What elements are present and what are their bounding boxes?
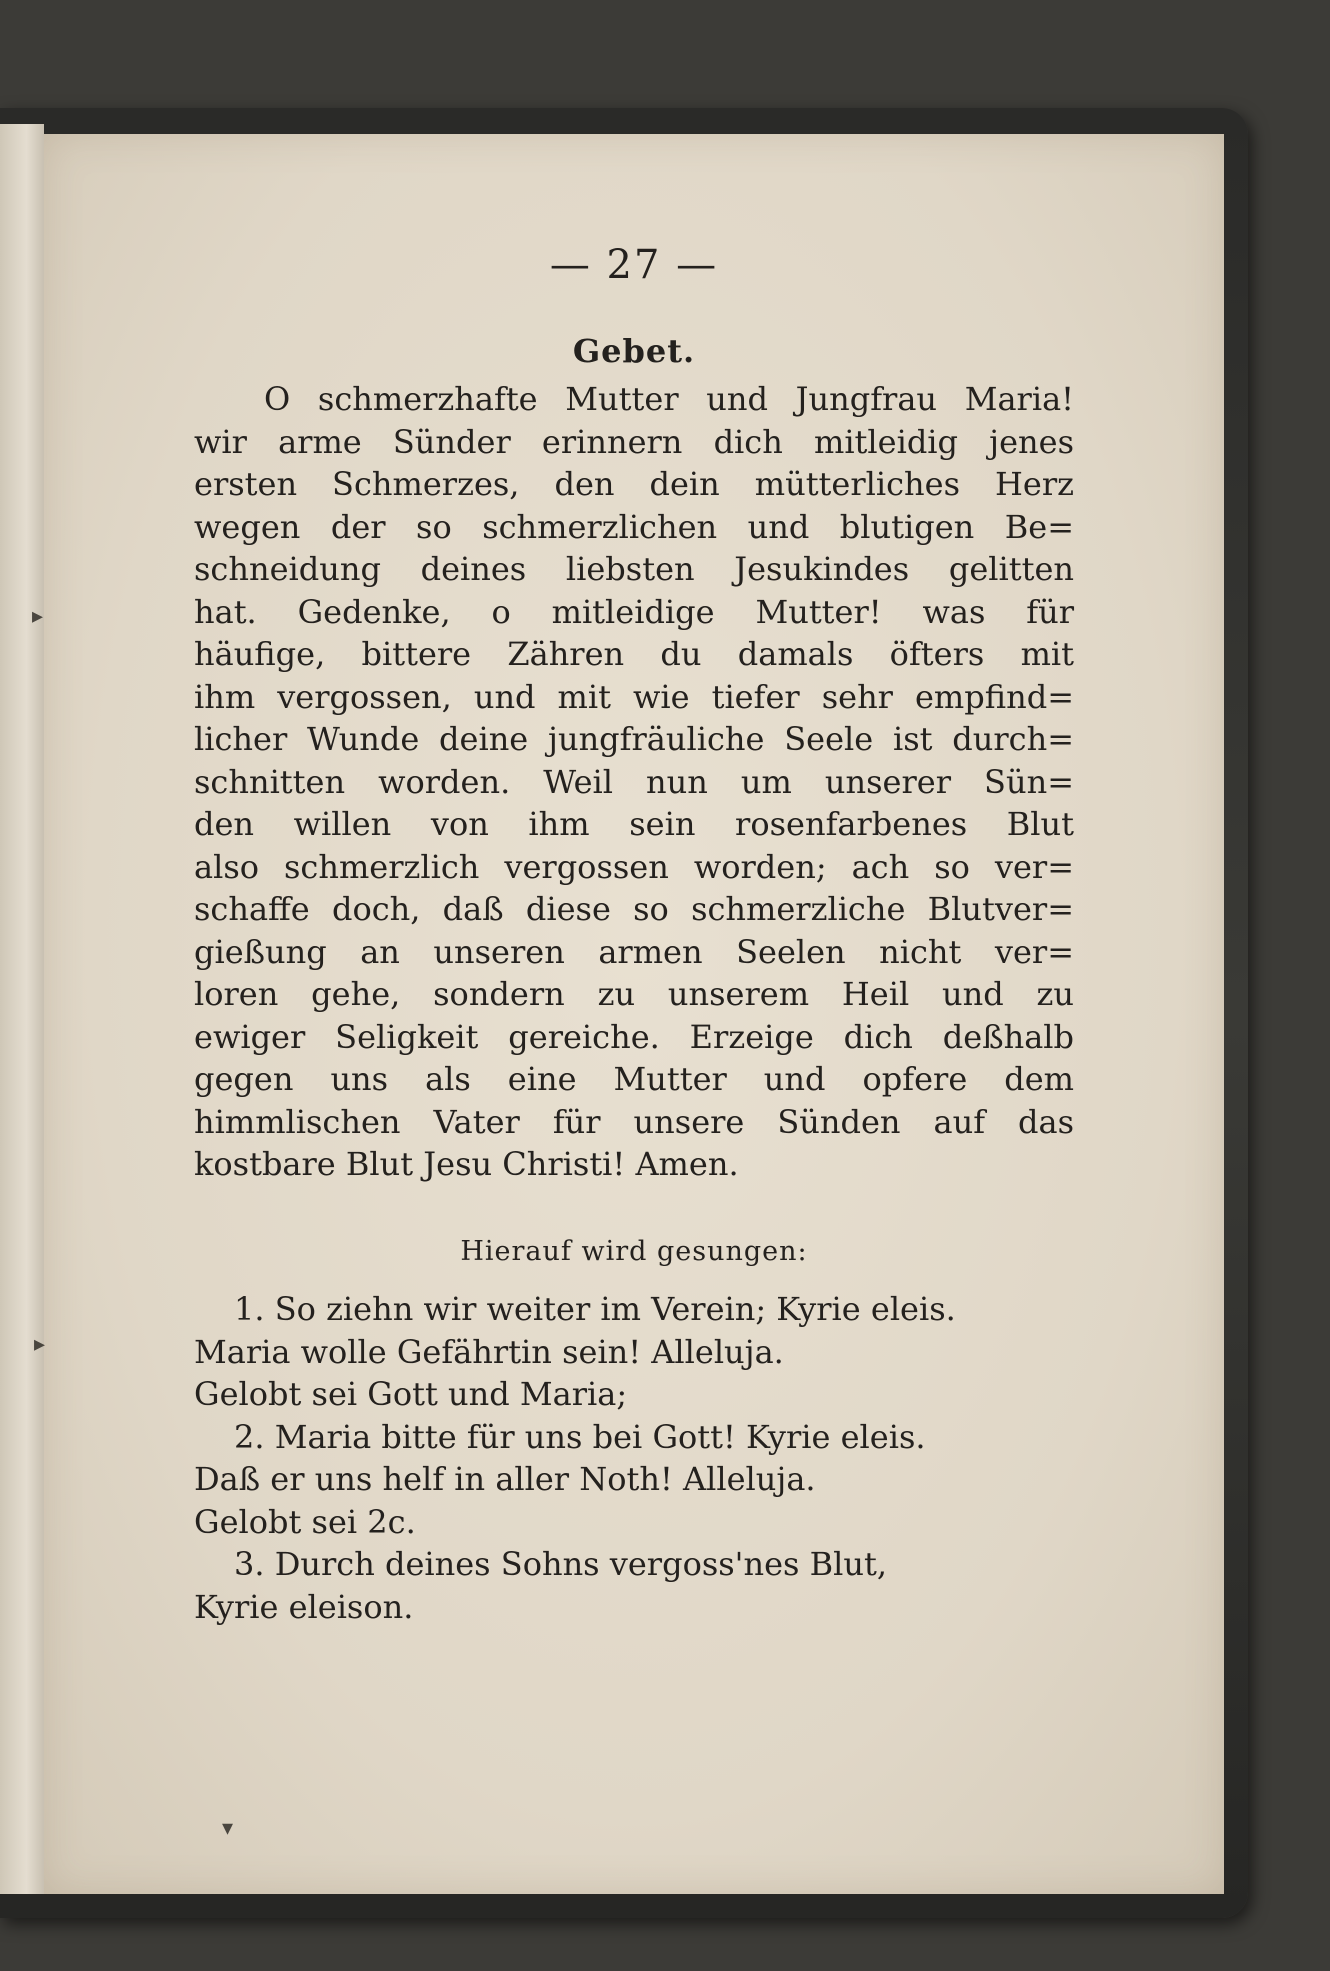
hymn-line: Kyrie eleison. [194,1587,414,1626]
text-line: gegen uns als eine Mutter und opfere dem [194,1060,1074,1098]
text-line: schnitten worden. Weil nun um unserer Sün= [194,762,1074,801]
prayer-heading: Gebet. [572,332,696,370]
hymn-line: Daß er uns helf in aller Noth! Alleluja. [194,1460,816,1498]
text-line: gießung an unseren armen Seelen nicht ver= [194,932,1074,971]
page-edge [0,124,44,1894]
hymn-line: Gelobt sei 2c. [194,1502,416,1541]
text-line: also schmerzlich vergossen worden; ach so ver= [194,847,1074,886]
page-number: — 27 — [549,242,719,288]
text-line: ihm vergossen, und mit wie tiefer sehr empfind= [194,677,1074,716]
text-line: häufige, bittere Zähren du damals öfters mit [194,635,1074,673]
margin-mark: ▸ [34,1332,46,1357]
text-line: ewiger Seligkeit gereiche. Erzeige dich deßhalb [194,1017,1074,1056]
text-line: kostbare Blut Jesu Christi! Amen. [194,1145,739,1183]
book-page [32,134,1224,1894]
prayer-text [194,378,1074,1186]
hymn-instruction: Hierauf wird gesungen: [460,1236,808,1267]
margin-mark: ▾ [222,1816,234,1841]
text-line: hat. Gedenke, o mitleidige Mutter! was für [194,592,1074,631]
text-line: licher Wunde deine jungfräuliche Seele ist durch= [194,720,1074,758]
text-line: himmlischen Vater für unsere Sünden auf das [194,1102,1074,1141]
text-line: schaffe doch, daß diese so schmerzliche Blutver= [194,890,1074,928]
hymn-line: 3. Durch deines Sohns vergoss'nes Blut, [234,1545,887,1583]
text-line: wegen der so schmerzlichen und blutigen Be= [194,507,1074,546]
text-line: den willen von ihm sein rosenfarbenes Blut [194,805,1074,843]
text-line: O schmerzhafte Mutter und Jungfrau Maria! [264,380,1074,418]
hymn-line: 1. So ziehn wir weiter im Verein; Kyrie eleis. [234,1290,956,1328]
text-line: ersten Schmerzes, den dein mütterliches Herz [194,465,1074,503]
text-line: schneidung deines liebsten Jesukindes gelitten [194,550,1074,588]
text-line: wir arme Sünder erinnern dich mitleidig jenes [194,422,1074,461]
text-line: loren gehe, sondern zu unserem Heil und zu [194,975,1074,1013]
margin-mark: ▸ [32,604,44,629]
hymn-line: Gelobt sei Gott und Maria; [194,1375,628,1413]
hymn-text [194,1288,1074,1628]
hymn-line: 2. Maria bitte für uns bei Gott! Kyrie eleis. [234,1417,926,1456]
hymn-line: Maria wolle Gefährtin sein! Alleluja. [194,1332,784,1371]
